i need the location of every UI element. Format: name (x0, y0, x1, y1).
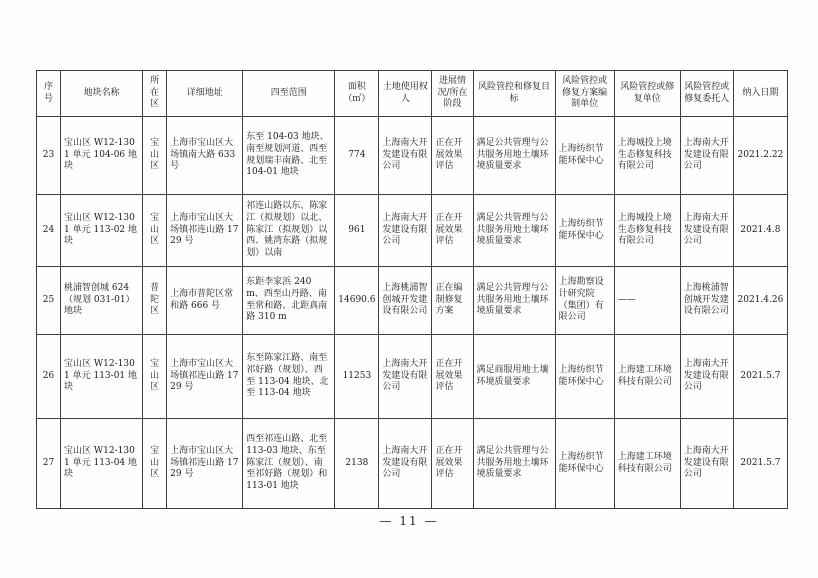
table-cell: 2138 (335, 419, 379, 509)
table-cell: 宝山区 (143, 195, 167, 267)
header-cell: 所在区 (143, 71, 167, 117)
land-parcel-table (36, 70, 788, 509)
header-cell: 风险管控和修复目标 (473, 71, 555, 117)
table-cell: 上海南大开发建设有限公司 (379, 335, 432, 419)
page-number: — 11 — (379, 514, 439, 528)
table-cell: 26 (37, 335, 61, 419)
header-cell: 进展情况/所在阶段 (432, 71, 473, 117)
header-cell: 面积（㎡） (335, 71, 379, 117)
table-cell: 上海纺织节能环保中心 (555, 335, 614, 419)
table-cell: 东至陈家江路、南至祁好路（规划）、西至 113-04 地块、北至 113-04 地块 (243, 335, 335, 419)
table-header-row (37, 71, 788, 117)
header-cell: 风险管控或修复方案编制单位 (555, 71, 614, 117)
table-row (37, 117, 788, 195)
table-cell: 普陀区 (143, 267, 167, 335)
header-cell: 风险管控或修复委托人 (680, 71, 733, 117)
table-cell: 27 (37, 419, 61, 509)
table-cell: 上海南大开发建设有限公司 (680, 335, 733, 419)
table-cell: 宝山区 (143, 117, 167, 195)
table-body (37, 117, 788, 509)
table-cell: 2021.4.8 (733, 195, 787, 267)
table-cell: 正在开展效果评估 (432, 195, 473, 267)
table-cell: 上海纺织节能环保中心 (555, 195, 614, 267)
table-cell: 上海纺织节能环保中心 (555, 419, 614, 509)
table-cell: 上海市宝山区大场镇南大路 633 号 (167, 117, 243, 195)
table-cell: 上海城投上境生态修复科技有限公司 (614, 117, 680, 195)
table-cell: 2021.5.7 (733, 335, 787, 419)
table-cell: 上海城投上境生态修复科技有限公司 (614, 195, 680, 267)
table-cell: 东距李家浜 240 m、西至山丹路、南至常和路、北距真南路 310 m (243, 267, 335, 335)
table-row (37, 267, 788, 335)
table-cell: 宝山区 W12-1301 单元 113-04 地块 (61, 419, 143, 509)
table-cell: 上海市宝山区大场镇祁连山路 1729 号 (167, 419, 243, 509)
table-cell: 上海南大开发建设有限公司 (680, 195, 733, 267)
table-cell: 宝山区 W12-1301 单元 113-02 地块 (61, 195, 143, 267)
table-cell: 正在编制修复方案 (432, 267, 473, 335)
table-cell: 满足商服用地土壤环境质量要求 (473, 335, 555, 419)
table-cell: 上海市普陀区常和路 666 号 (167, 267, 243, 335)
table-cell: 满足公共管理与公共服务用地土壤环境质量要求 (473, 267, 555, 335)
table-cell: —— (614, 267, 680, 335)
table-cell: 2021.4.26 (733, 267, 787, 335)
table-cell: 上海纺织节能环保中心 (555, 117, 614, 195)
table-cell: 正在开展效果评估 (432, 335, 473, 419)
table-cell: 宝山区 W12-1301 单元 104-06 地块 (61, 117, 143, 195)
table-cell: 祁连山路以东、陈家江（拟规划）以北、陈家江（拟规划）以西、姚湾东路（拟规划）以南 (243, 195, 335, 267)
table-cell: 满足公共管理与公共服务用地土壤环境质量要求 (473, 117, 555, 195)
header-cell: 详细地址 (167, 71, 243, 117)
table-cell: 上海南大开发建设有限公司 (379, 117, 432, 195)
table-cell: 11253 (335, 335, 379, 419)
header-cell: 纳入日期 (733, 71, 787, 117)
header-cell: 四至范围 (243, 71, 335, 117)
table-cell: 正在开展效果评估 (432, 117, 473, 195)
table-cell: 上海南大开发建设有限公司 (680, 419, 733, 509)
table-cell: 上海勘察设计研究院（集团）有限公司 (555, 267, 614, 335)
table-row (37, 419, 788, 509)
table-cell: 宝山区 (143, 419, 167, 509)
table-cell: 上海市宝山区大场镇祁连山路 1729 号 (167, 335, 243, 419)
table-cell: 上海南大开发建设有限公司 (379, 195, 432, 267)
table-cell: 25 (37, 267, 61, 335)
table-cell: 东至 104-03 地块、南至规划河道、西至规划瑞丰南路、北至 104-01 地块 (243, 117, 335, 195)
table-cell: 宝山区 W12-1301 单元 113-01 地块 (61, 335, 143, 419)
table-cell: 桃浦智创城 624（规划 031-01）地块 (61, 267, 143, 335)
table-cell: 上海桃浦智创城开发建设有限公司 (379, 267, 432, 335)
table-cell: 满足公共管理与公共服务用地土壤环境质量要求 (473, 195, 555, 267)
table-cell: 上海桃浦智创城开发建设有限公司 (680, 267, 733, 335)
table-cell: 满足公共管理与公共服务用地土壤环境质量要求 (473, 419, 555, 509)
table-row (37, 335, 788, 419)
table-cell: 上海南大开发建设有限公司 (680, 117, 733, 195)
table-cell: 774 (335, 117, 379, 195)
table-cell: 正在开展效果评估 (432, 419, 473, 509)
header-cell: 地块名称 (61, 71, 143, 117)
table-cell: 上海建工环境科技有限公司 (614, 419, 680, 509)
table-row (37, 195, 788, 267)
header-cell: 序号 (37, 71, 61, 117)
table-cell: 961 (335, 195, 379, 267)
table-cell: 23 (37, 117, 61, 195)
table-cell: 西至祁连山路、北至 113-03 地块、东至陈家江（规划）、南至祁好路（规划）和 113-01 地块 (243, 419, 335, 509)
table-cell: 14690.6 (335, 267, 379, 335)
table-cell: 上海建工环境科技有限公司 (614, 335, 680, 419)
table-cell: 2021.5.7 (733, 419, 787, 509)
header-cell: 土地使用权人 (379, 71, 432, 117)
header-cell: 风险管控或修复单位 (614, 71, 680, 117)
table-cell: 24 (37, 195, 61, 267)
table-cell: 上海南大开发建设有限公司 (379, 419, 432, 509)
table-cell: 2021.2.22 (733, 117, 787, 195)
table-cell: 上海市宝山区大场镇祁连山路 1729 号 (167, 195, 243, 267)
table-cell: 宝山区 (143, 335, 167, 419)
